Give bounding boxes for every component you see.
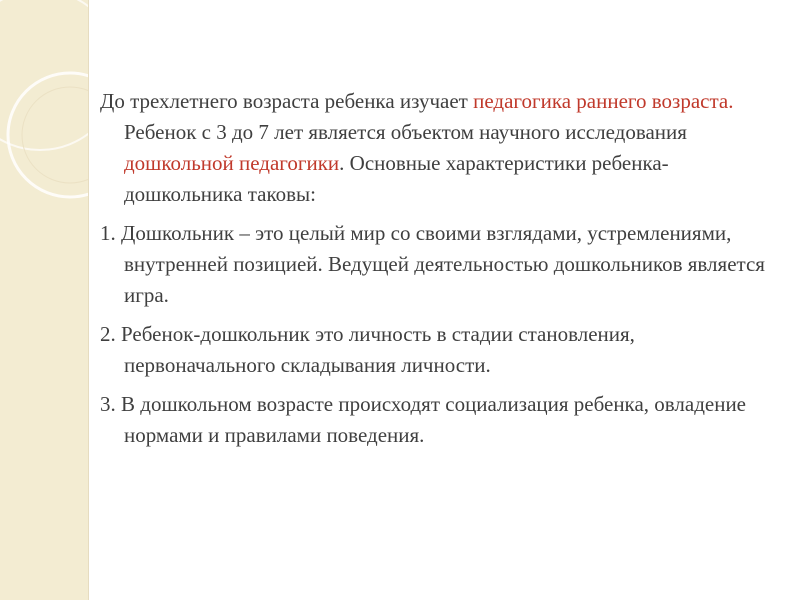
intro-text-2: Ребенок с 3 до 7 лет является объектом научного исследования (124, 120, 687, 144)
list-item-2: 2. Ребенок-дошкольник это личность в стадии становления, первоначального складывания личности. (100, 322, 635, 377)
intro-text-1: До трехлетнего возраста ребенка изучает (100, 89, 474, 113)
highlight-preschool-pedagogy: дошкольной педагогики (124, 151, 340, 175)
slide-text (100, 86, 780, 459)
decorative-side-strip (0, 0, 89, 600)
list-item-1: 1. Дошкольник – это целый мир со своими взглядами, устремлениями, внутренней позицией. Ведущей деятельностью дошкольников является игра. (100, 221, 765, 307)
intro-text-3: . Основные характеристики ребенка-дошкольника таковы: (124, 151, 669, 206)
decorative-circles (0, 0, 88, 600)
intro-paragraph (100, 86, 780, 210)
highlight-early-age-pedagogy: педагогика раннего возраста. (473, 89, 734, 113)
list-item-3: 3. В дошкольном возрасте происходят социализация ребенка, овладение нормами и правилами поведения. (100, 392, 747, 447)
